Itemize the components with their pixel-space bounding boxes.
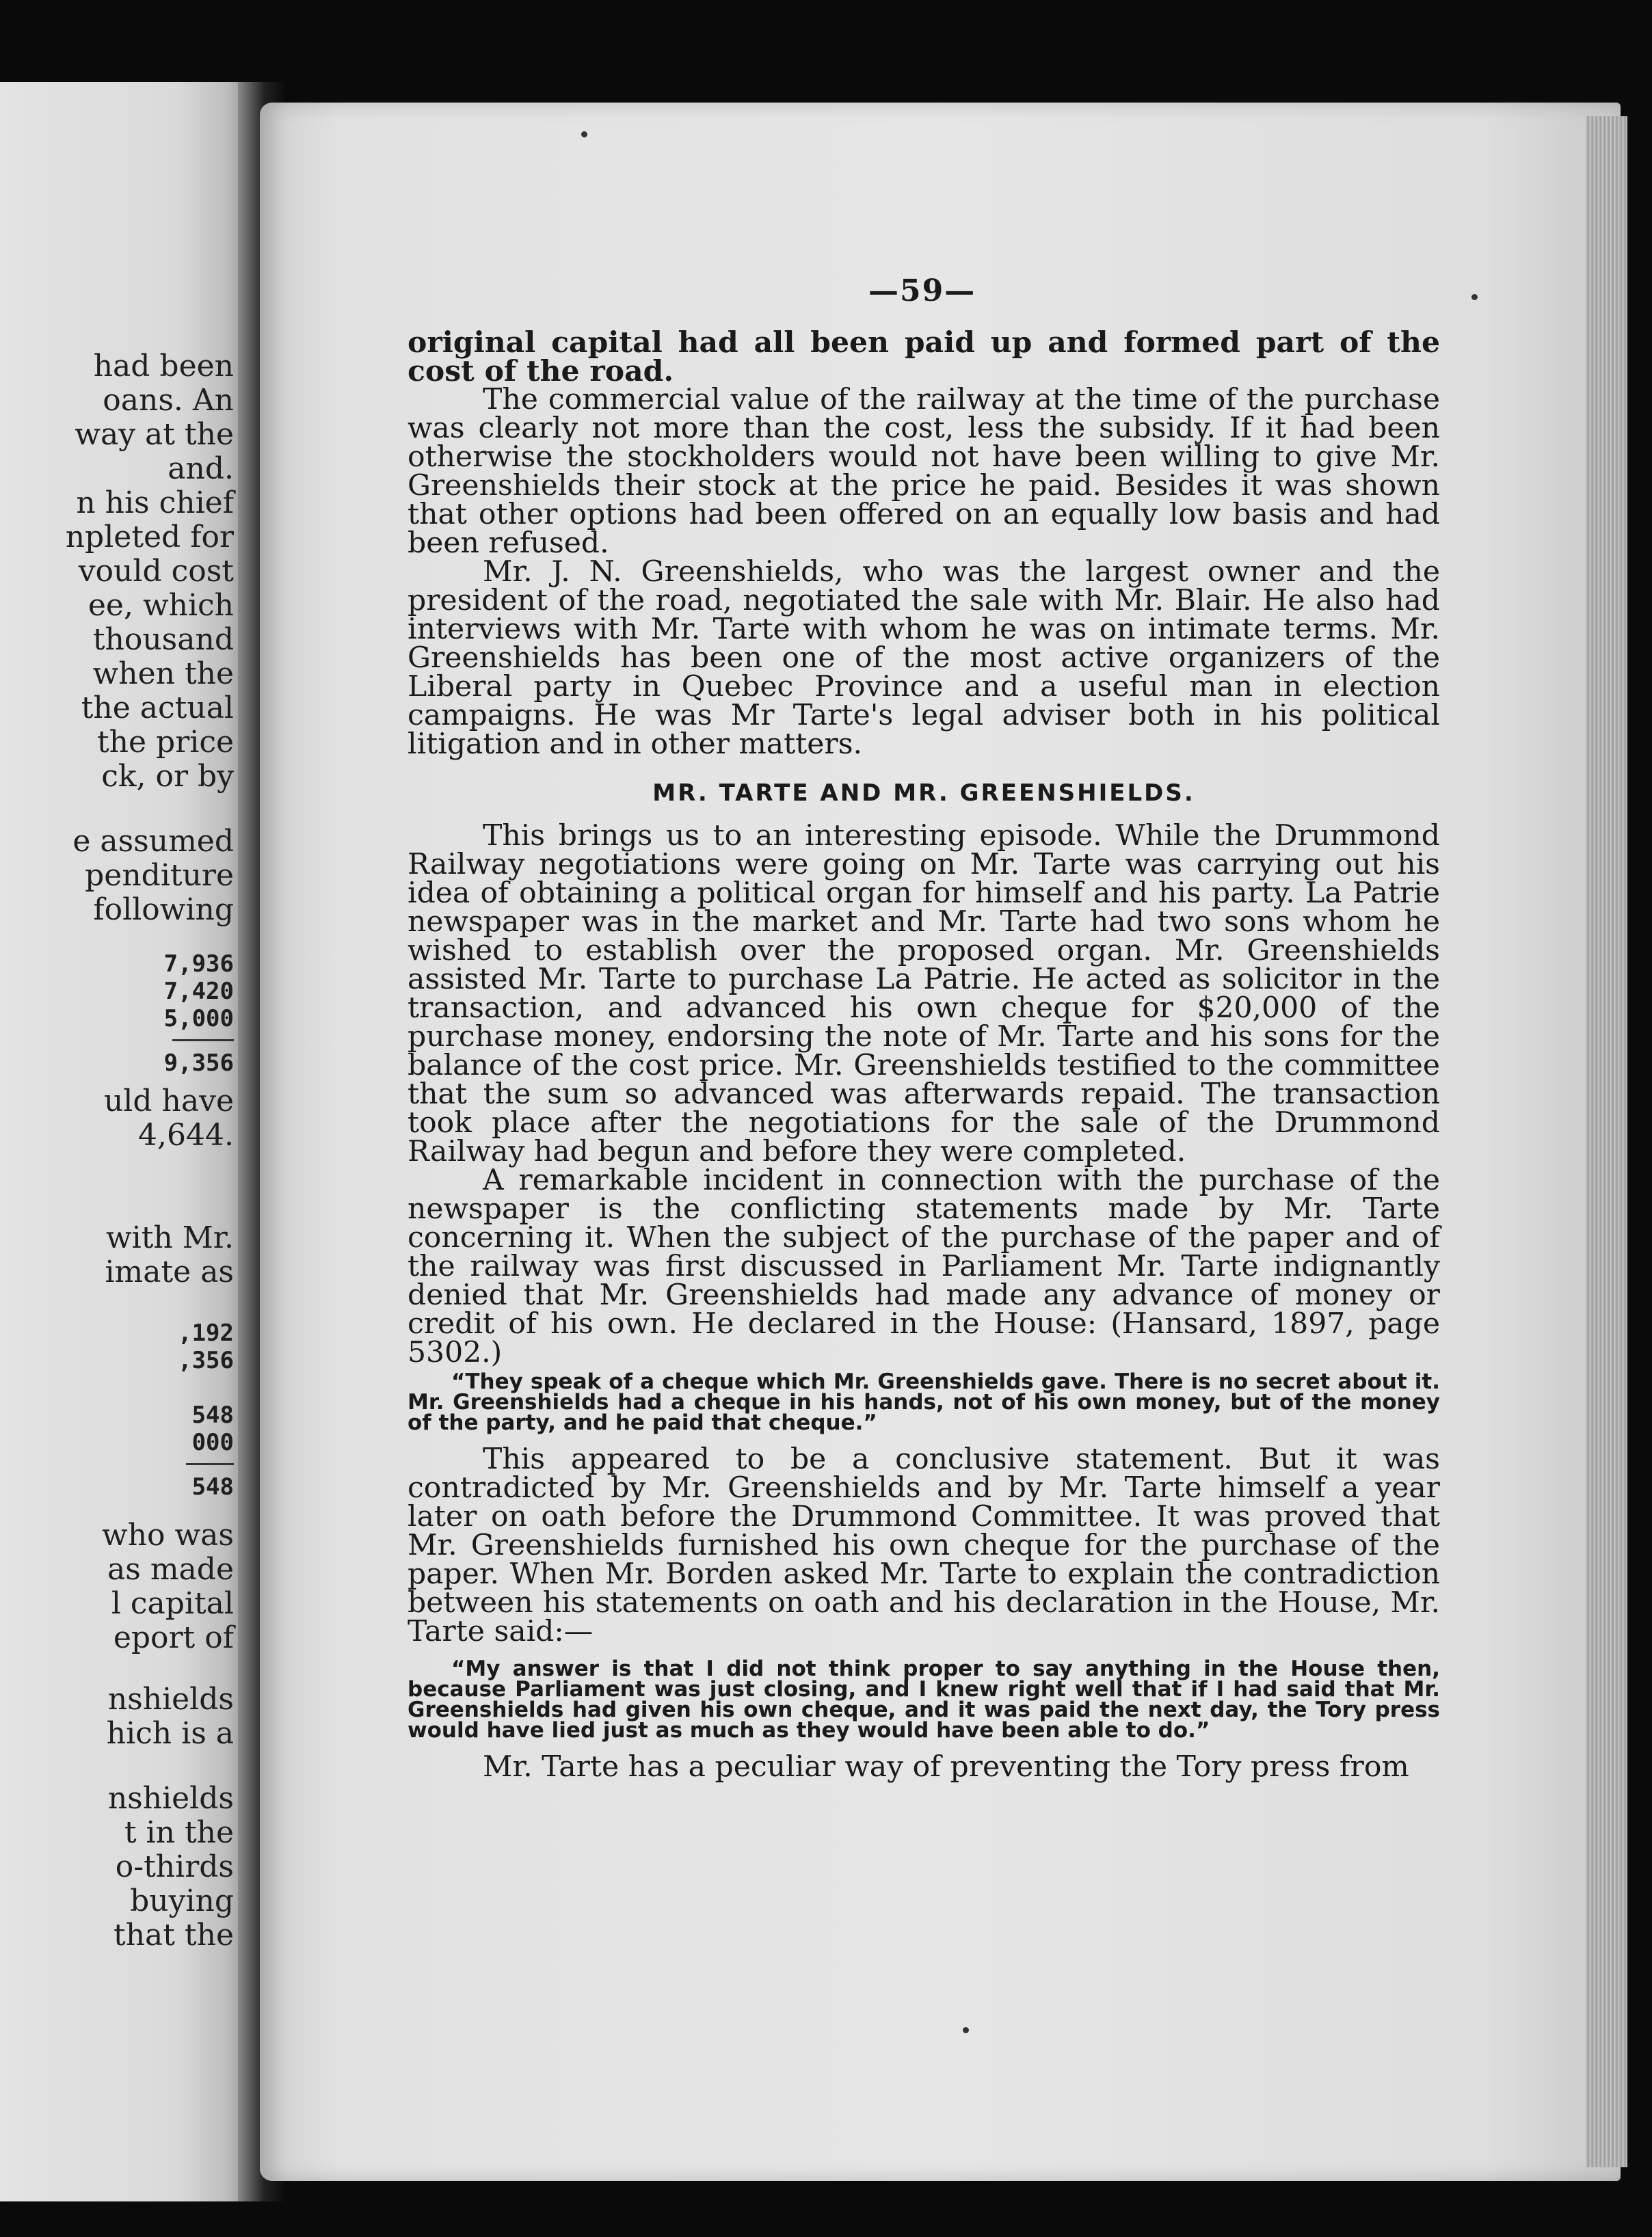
left-line: uld have — [103, 1084, 234, 1118]
paragraph: A remarkable incident in connection with the purchase of the newspaper is the conflicting statements made by Mr. Tarte concerning it. When the subject of the purchase of the paper and of the railway was first discussed in Parliament Mr. Tarte indignantly denied that Mr. Greenshields had made any advance of money or credit of his own. He declared in the House: (Hansard, 1897, page 5302.) — [408, 1164, 1440, 1369]
paragraph: The commercial value of the railway at the time of the purchase was clearly not more than the cost, less the subsidy. If it had been otherwise the stockholders would not have been willing to give Mr. Greenshields their stock at the price he paid. Besides it was shown that other options had been offered on an equally low basis and had been refused. — [408, 383, 1440, 560]
paragraph: Mr. J. N. Greenshields, who was the largest owner and the president of the road, negotiated the sale with Mr. Blair. He also had interviews with Mr. Tarte with whom he was on intimate terms. Mr. Greenshields has been one of the most active organizers of the Liberal party in Quebec Province and a useful man in election campaigns. He was Mr Tarte's legal adviser both in his political litigation and in other matters. — [408, 555, 1440, 761]
left-line: thousand — [92, 622, 234, 657]
left-line: that the — [114, 1918, 234, 1953]
left-line: with Mr. — [106, 1220, 234, 1255]
page-number: —59— — [868, 273, 976, 308]
left-page-text — [0, 82, 234, 2201]
paragraph: This appeared to be a conclusive statement. But it was contradicted by Mr. Greenshields and by Mr. Tarte himself a year later on oath before the Drummond Committee. It was proved that Mr. Greenshields furnished his own cheque for the purchase of the paper. When Mr. Borden asked Mr. Tarte to explain the contradiction between his statements on oath and his declaration in the House, Mr. Tarte said:— — [408, 1443, 1440, 1648]
left-line: following — [93, 892, 234, 927]
speck — [963, 2027, 969, 2033]
left-figure: ,192 — [178, 1320, 234, 1347]
paragraph-continues: Mr. Tarte has a peculiar way of preventing the Tory press from — [483, 1750, 1409, 1784]
left-line: t in the — [124, 1815, 234, 1850]
left-line: l capital — [111, 1586, 234, 1621]
paragraph-continued: original capital had all been paid up and formed part of the cost of the road. — [408, 325, 1440, 388]
left-figure-total: 548 — [191, 1473, 234, 1501]
left-line: penditure — [85, 858, 234, 893]
left-figure: 7,936 — [163, 950, 234, 978]
left-line: buying — [130, 1884, 234, 1918]
left-figure: 000 — [191, 1429, 234, 1456]
page-edges — [1586, 116, 1627, 2167]
left-figure: ,356 — [178, 1347, 234, 1374]
left-line: and. — [168, 451, 234, 486]
left-line: npleted for — [65, 520, 234, 554]
left-line: when the — [92, 656, 234, 691]
left-line: ee, which — [88, 588, 234, 623]
left-figure: 548 — [191, 1402, 234, 1429]
left-figure: 5,000 — [163, 1005, 234, 1032]
left-line: who was — [102, 1518, 234, 1553]
left-line: the actual — [81, 691, 234, 725]
block-quote: “My answer is that I did not think proper to say anything in the House then, because Parliament was just closing, and I knew right well that if I had said that Mr. Greenshields had given his own cheque, and it was paid the next day, the Tory press would have lied just as much as they would have been able to do.” — [408, 1657, 1440, 1743]
left-line: oans. An — [103, 383, 234, 418]
left-figure: 7,420 — [163, 978, 234, 1005]
left-sum-rule — [186, 1463, 234, 1465]
page-body — [408, 325, 1440, 1784]
left-line: e assumed — [72, 824, 234, 859]
left-line: n his chief — [76, 485, 234, 520]
left-facing-page — [0, 82, 253, 2201]
left-line: as made — [107, 1552, 234, 1587]
left-figure-total: 9,356 — [163, 1049, 234, 1077]
section-heading: MR. TARTE AND MR. GREENSHIELDS. — [652, 779, 1195, 807]
left-line: nshields — [107, 1682, 234, 1717]
left-line: eport of — [113, 1620, 234, 1655]
left-line: nshields — [107, 1781, 234, 1816]
left-line: the price — [97, 725, 234, 760]
left-line: 4,644. — [138, 1118, 234, 1153]
speck — [581, 131, 587, 137]
paragraph: This brings us to an interesting episode. While the Drummond Railway negotiations were going on Mr. Tarte was carrying out his idea of obtaining a political organ for himself and his party. La Patrie newspaper was in the market and Mr. Tarte had two sons whom he wished to establish over the proposed organ. Mr. Greenshields assisted Mr. Tarte to purchase La Patrie. He acted as solicitor in the transaction, and advanced his own cheque for $20,000 of the purchase money, endorsing the note of Mr. Tarte and his sons for the balance of the cost price. Mr. Greenshields testified to the committee that the sum so advanced was afterwards repaid. The transaction took place after the negotiations for the sale of the Drummond Railway had begun and before they were completed. — [408, 819, 1440, 1168]
left-line: had been — [93, 349, 234, 384]
left-line: o-thirds — [115, 1849, 234, 1884]
left-line: vould cost — [78, 554, 234, 589]
left-sum-rule — [172, 1039, 234, 1041]
left-line: ck, or by — [101, 759, 234, 794]
block-quote: “They speak of a cheque which Mr. Greenshields gave. There is no secret about it. Mr. Greenshields had a cheque in his hands, not of his own money, but of the money of the party, and he paid that cheque.” — [408, 1369, 1440, 1435]
left-line: imate as — [105, 1255, 234, 1289]
left-line: way at the — [75, 417, 234, 452]
left-line: hich is a — [106, 1716, 234, 1751]
speck — [1471, 294, 1478, 300]
